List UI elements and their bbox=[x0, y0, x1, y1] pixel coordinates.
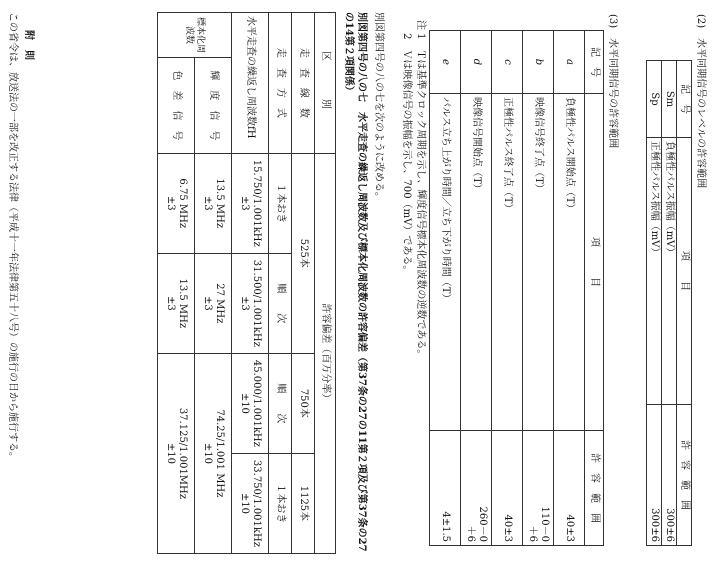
table4-header-tolerance: 許容偏差（百万分率） bbox=[315, 153, 336, 553]
item2-heading: (2) 水平同期信号のレベルの許容範囲 bbox=[695, 14, 706, 189]
table4-lum-1: 13.5 MHz ±3 bbox=[195, 153, 232, 253]
item3-row-d-item: 映像信号開始点（T） bbox=[461, 94, 492, 431]
item3-row-d-range: 260－0 ＋6 bbox=[461, 431, 492, 546]
supplement-heading: 附 則 bbox=[23, 30, 34, 60]
table4-chr-34: 37.125/1.001MHz ±10 bbox=[158, 353, 195, 553]
item3-row-a-item: 負極性パルス開始点（T） bbox=[554, 94, 585, 431]
table4-chr-1: 6.75 MHz ±3 bbox=[158, 153, 195, 253]
item3-row-e-range: 4±1.5 bbox=[430, 431, 461, 546]
item3-row-a-symbol: a bbox=[554, 31, 585, 94]
item2-header-item: 項 目 bbox=[677, 138, 692, 405]
table4-freq-3: 45.000/1.001kHz ±10 bbox=[232, 353, 269, 453]
item2-row2-symbol: Sp bbox=[647, 61, 662, 138]
table4-lum-34: 74.25/1.001 MHz ±10 bbox=[195, 353, 232, 553]
table4-mode-2: 順 次 bbox=[269, 253, 292, 353]
table4-freq-label: 水平走査の繰返し周波数fH bbox=[232, 13, 269, 154]
item3-heading: (3) 水平同期信号の許容範囲 bbox=[607, 14, 618, 149]
note-1: 注 1 Ｔは基準クロック周期を示し、輝度信号標本化周波数の逆数である。 bbox=[415, 20, 426, 360]
item3-row-b-range: 110－0 ＋6 bbox=[523, 431, 554, 546]
table4-chr-2: 13.5 MHz ±3 bbox=[158, 253, 195, 353]
item3-row-e-symbol: e bbox=[430, 31, 461, 94]
item3-row-a-range: 40±3 bbox=[554, 431, 585, 546]
table4-freq-2: 31.500/1.001kHz ±3 bbox=[232, 253, 269, 353]
item3-row-c-range: 40±3 bbox=[492, 431, 523, 546]
item3-row-b-symbol: b bbox=[523, 31, 554, 94]
table4-mode-3: 順 次 bbox=[269, 353, 292, 453]
item2-row2-item: 正極性パルス振幅（mV） bbox=[647, 138, 662, 405]
item2-header-range: 許 容 範 囲 bbox=[677, 405, 692, 546]
table4-lines-750: 750本 bbox=[292, 353, 315, 453]
item3-row-c-item: 正極性パルス終了点（T） bbox=[492, 94, 523, 431]
table4-lines-1125: 1125本 bbox=[292, 453, 315, 553]
item3-row-b-item: 映像信号終了点（T） bbox=[523, 94, 554, 431]
table4-title: 別図第四号の八の七 水平走査の繰返し周波数及び標本化周波数の許容偏差（第37条の27の11第２項及び第37条の27の14第２項関係） bbox=[343, 12, 367, 552]
item3-table bbox=[429, 30, 604, 546]
item3-row-d-symbol: d bbox=[461, 31, 492, 94]
item2-row1-symbol: Sm bbox=[662, 61, 677, 138]
item2-row1-item: 負極性パルス振幅（mV） bbox=[662, 138, 677, 405]
item3-row-c-symbol: c bbox=[492, 31, 523, 94]
table4-lum-2: 27 MHz ±3 bbox=[195, 253, 232, 353]
item2-row2-range: 300±6 bbox=[647, 405, 662, 546]
table4-luminance-label: 輝 度 信 号 bbox=[195, 58, 232, 154]
table4-mode-label: 走 査 方 式 bbox=[269, 13, 292, 154]
table4-chroma-label: 色 差 信 号 bbox=[158, 58, 195, 154]
note-2: 2 Ｖは映像信号の振幅を示し、700（mV）である。 bbox=[401, 20, 412, 276]
item2-row1-range: 300±6 bbox=[662, 405, 677, 546]
table4 bbox=[157, 12, 336, 554]
item3-row-e-item: パルス立ち上がり時間／立ち下がり時間（T） bbox=[430, 94, 461, 431]
item2-table bbox=[646, 60, 692, 546]
table4-header-class: 区 別 bbox=[315, 13, 336, 154]
item3-header-range: 許 容 範 囲 bbox=[585, 431, 604, 546]
table4-lines-525: 525本 bbox=[292, 153, 315, 353]
table4-sampling-group: 標本化周波数 bbox=[158, 13, 232, 58]
table4-lines-label: 走 査 線 数 bbox=[292, 13, 315, 154]
item3-header-symbol: 記 号 bbox=[585, 31, 604, 94]
item3-header-item: 項 目 bbox=[585, 94, 604, 431]
table4-freq-4: 33.750/1.001kHz ±10 bbox=[232, 453, 269, 553]
amendment-line: 別図第四号の八の七を次のように改める。 bbox=[373, 12, 384, 202]
table4-mode-1: １本おき bbox=[269, 153, 292, 253]
supplement-text: この省令は、放送法の一部を改正する法律（平成十一年法律第五十八号）の施行の日から施行する。 bbox=[7, 12, 18, 462]
item2-header-symbol: 記 号 bbox=[677, 61, 692, 138]
table4-freq-1: 15.750/1.001kHz ±3 bbox=[232, 153, 269, 253]
table4-mode-4: １本おき bbox=[269, 453, 292, 553]
